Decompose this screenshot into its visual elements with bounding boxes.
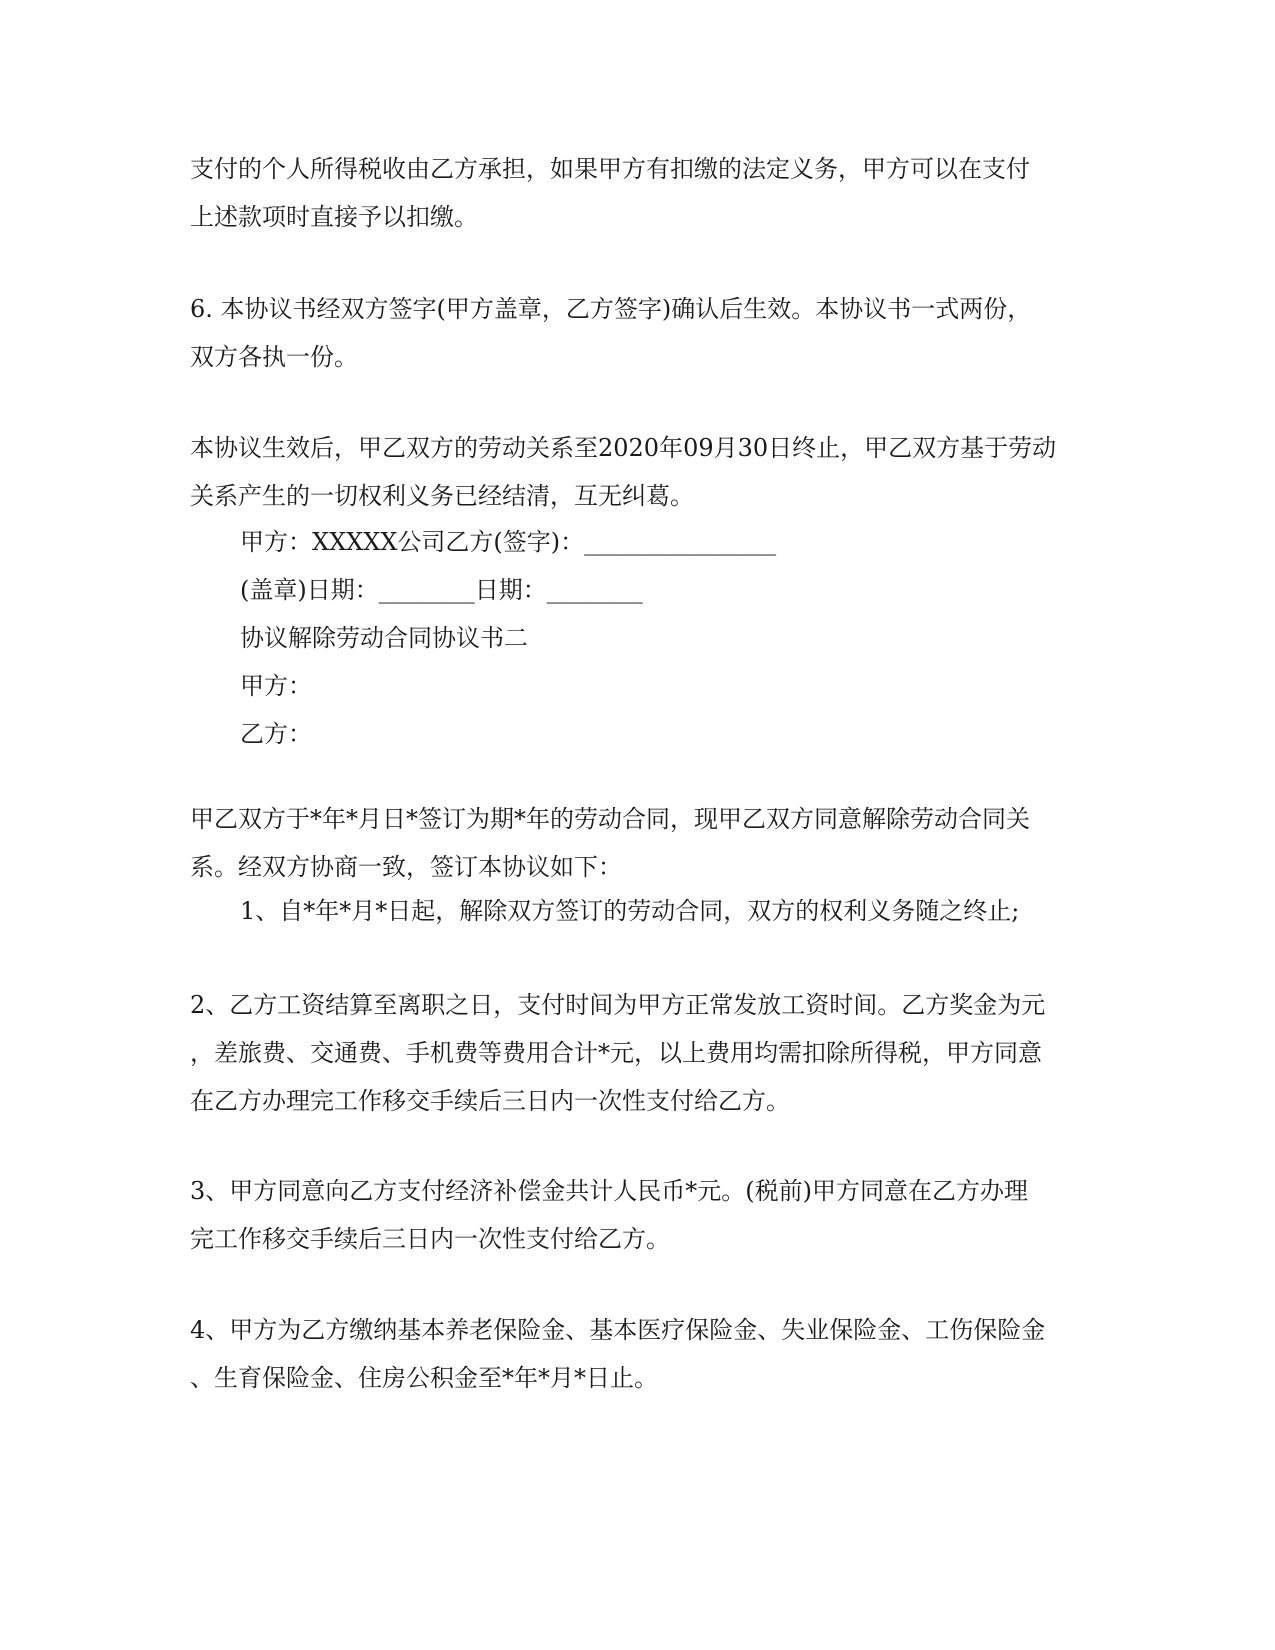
- text-line: 本协议生效后，甲乙双方的劳动关系至2020年09月30日终止，甲乙双方基于劳动: [190, 434, 1057, 462]
- party-a-label: 甲方：: [240, 672, 312, 700]
- text-line: 6. 本协议书经双方签字(甲方盖章，乙方签字)确认后生效。本协议书一式两份，: [190, 295, 1032, 323]
- text-line: 1、自*年*月*日起，解除双方签订的劳动合同，双方的权利义务随之终止;: [240, 897, 1020, 925]
- text-line: ，差旅费、交通费、手机费等费用合计*元，以上费用均需扣除所得税，甲方同意: [190, 1039, 1042, 1067]
- text-line: 关系产生的一切权利义务已经结清，互无纠葛。: [190, 482, 694, 510]
- text-line: 支付的个人所得税收由乙方承担，如果甲方有扣缴的法定义务，甲方可以在支付: [190, 155, 1030, 183]
- clause-2: [190, 981, 1090, 1125]
- text-line: 完工作移交手续后三日内一次性支付给乙方。: [190, 1225, 670, 1253]
- text-line: 系。经双方协商一致，签订本协议如下：: [190, 853, 622, 881]
- paragraph-tax: [190, 145, 1090, 241]
- clause-3: [190, 1167, 1090, 1263]
- text-line: 、生育保险金、住房公积金至*年*月*日止。: [190, 1364, 658, 1392]
- signature-block: [240, 518, 1100, 758]
- paragraph-intro: [190, 795, 1090, 891]
- paragraph-effective: [190, 285, 1090, 381]
- text-line: 4、甲方为乙方缴纳基本养老保险金、基本医疗保险金、失业保险金、工伤保险金: [190, 1316, 1046, 1344]
- party-b-label: 乙方：: [240, 720, 312, 748]
- clause-1: [240, 887, 1100, 935]
- section-subtitle: 协议解除劳动合同协议书二: [240, 624, 528, 652]
- text-line: 上述款项时直接予以扣缴。: [190, 203, 478, 231]
- paragraph-termination: [190, 424, 1090, 520]
- text-line: 2、乙方工资结算至离职之日，支付时间为甲方正常发放工资时间。乙方奖金为元: [190, 991, 1046, 1019]
- signature-line-parties: 甲方：XXXXX公司乙方(签字)：________________: [240, 528, 777, 556]
- signature-line-dates: (盖章)日期：________日期：________: [240, 576, 643, 604]
- text-line: 在乙方办理完工作移交手续后三日内一次性支付给乙方。: [190, 1087, 790, 1115]
- clause-4: [190, 1306, 1090, 1402]
- text-line: 甲乙双方于*年*月日*签订为期*年的劳动合同，现甲乙双方同意解除劳动合同关: [190, 805, 1030, 833]
- text-line: 3、甲方同意向乙方支付经济补偿金共计人民币*元。(税前)甲方同意在乙方办理: [190, 1177, 1028, 1205]
- text-line: 双方各执一份。: [190, 343, 358, 371]
